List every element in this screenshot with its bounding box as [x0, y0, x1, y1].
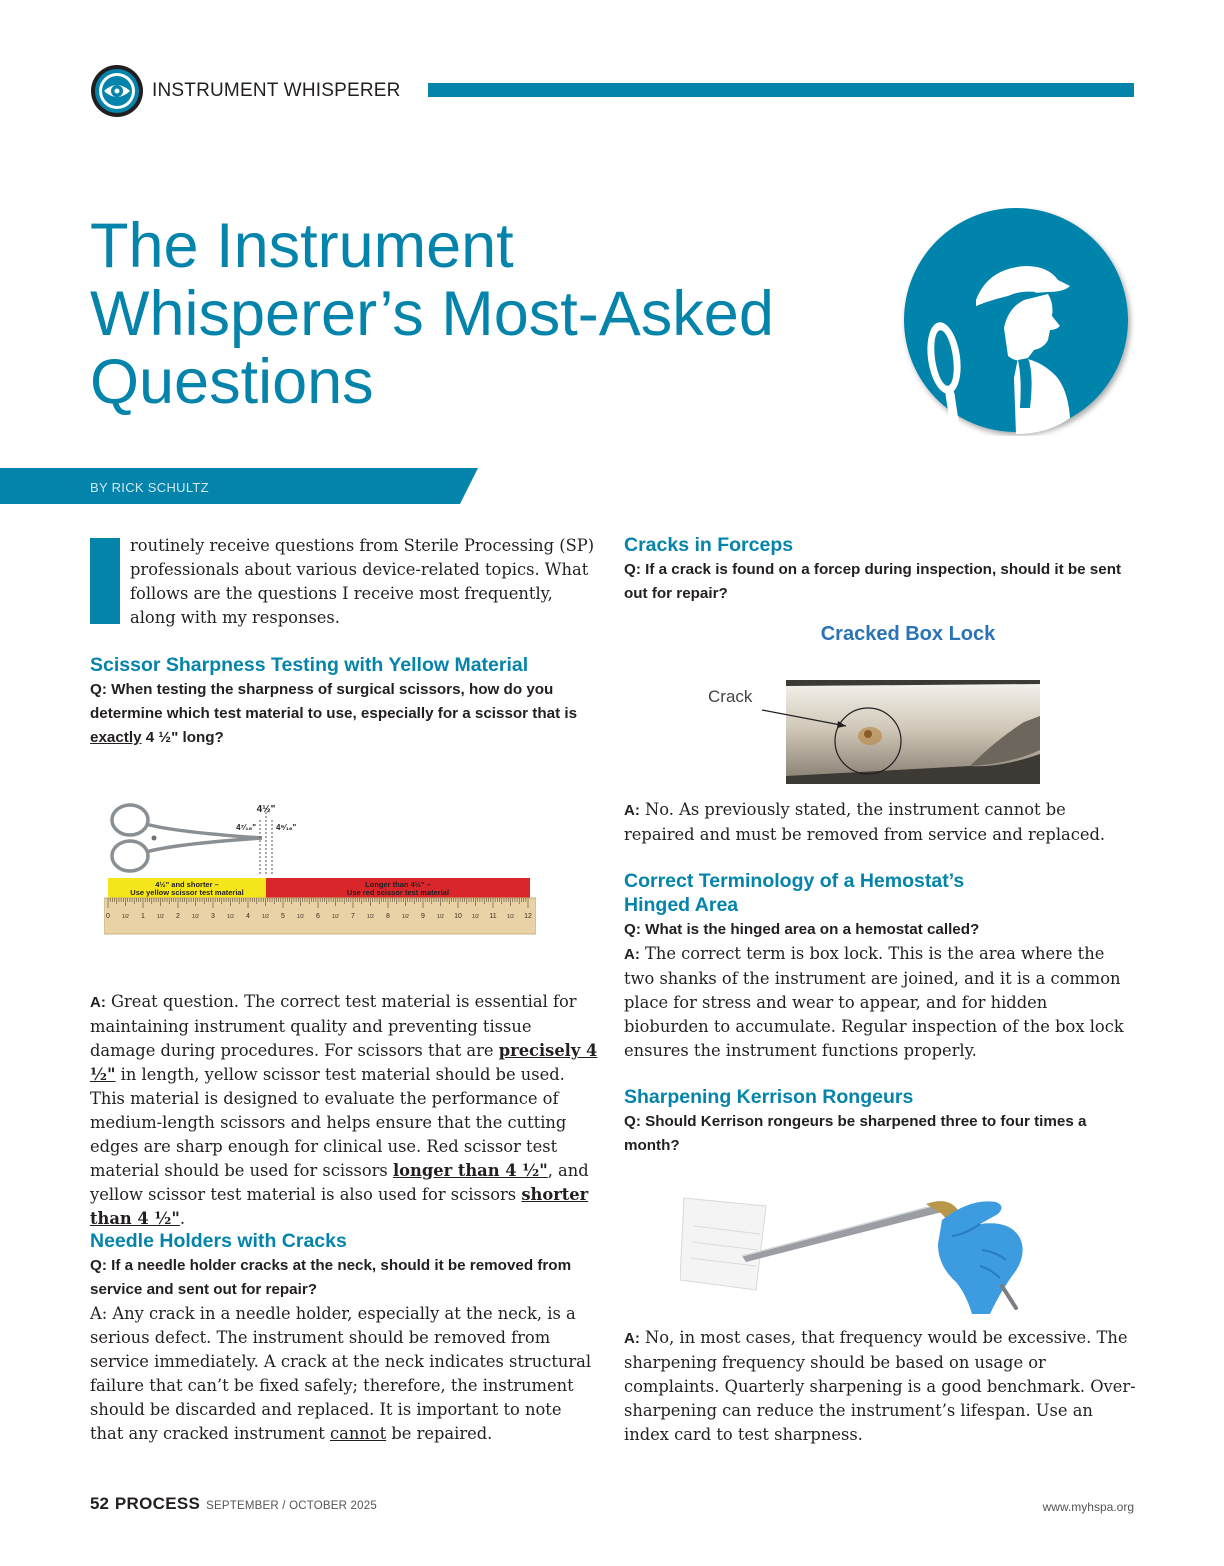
ruler-tick-label: 3	[211, 913, 215, 920]
question-text-end: 4 ½" long?	[145, 729, 224, 746]
ruler-tick-label: 1/2	[437, 914, 444, 920]
question-label: Q:	[90, 1257, 107, 1274]
magazine-name: PROCESS	[114, 1494, 201, 1513]
ruler-tick-label: 2	[176, 913, 180, 920]
heading-hemostat-line2: Hinged Area	[624, 894, 739, 916]
ruler-tick-label: 1/2	[507, 914, 514, 920]
answer-text: No. As previously stated, the instrument cannot be repaired and must be removed from service and replaced.	[624, 800, 1106, 844]
ruler-tick-label: 6	[316, 913, 320, 920]
answer-emphasis-3: shorter than 4 ½"	[90, 1185, 589, 1228]
ruler-right-label: 4⁹⁄₁₆"	[276, 823, 297, 832]
ruler-tick-label: 7	[351, 913, 355, 920]
ruler-tick-label: 4	[246, 913, 250, 920]
heading-scissor: Scissor Sharpness Testing with Yellow Material	[90, 654, 529, 676]
yellow-band-line2: Use yellow scissor test material	[130, 888, 244, 897]
question-kerrison	[624, 1110, 1124, 1158]
intro-paragraph: routinely receive questions from Sterile Processing (SP) professionals about various device-related topics. What follows are the questions I receive most frequently, along with my responses.	[130, 536, 595, 627]
ruler-tick-label: 0	[106, 913, 110, 920]
page-number: 52	[90, 1494, 109, 1513]
answer-text-4: .	[179, 1209, 186, 1228]
footer-left	[90, 1494, 377, 1514]
header-rule	[428, 83, 1134, 97]
kerrison-rongeur-figure	[680, 1190, 1050, 1320]
question-scissor	[90, 678, 610, 750]
red-band-line1: Longer than 4½" –	[365, 880, 431, 889]
page-title	[90, 212, 890, 416]
ruler-tick-label: 10	[454, 913, 462, 920]
answer-needle	[90, 1302, 595, 1446]
answer-kerrison	[624, 1326, 1136, 1447]
ruler-tick-label: 9	[421, 913, 425, 920]
ruler-tick-label: 1/2	[332, 914, 339, 920]
detective-emblem-icon	[898, 208, 1134, 436]
ruler-tick-label: 1/2	[367, 914, 374, 920]
byline-banner	[0, 468, 478, 504]
yellow-band-line1: 4½" and shorter –	[155, 880, 219, 889]
question-forceps	[624, 558, 1136, 606]
answer-text: The correct term is box lock. This is the area where the two shanks of the instrument are joined, and it is a common place for stress and wear to appear, and for hidden bioburden to accumulate. Regular inspection of the box lock ensures the instrument functions properly.	[624, 944, 1124, 1060]
ruler-tick-label: 1/2	[192, 914, 199, 920]
question-label: Q:	[624, 1113, 641, 1130]
question-text: When testing the sharpness of surgical scissors, how do you determine which test material to use, especially for a scissor that is	[90, 681, 578, 722]
ruler-tick-label: 1/2	[262, 914, 269, 920]
question-text: If a needle holder cracks at the neck, should it be removed from service and sent out for repair?	[90, 1257, 572, 1298]
answer-text-2: in length, yellow scissor test material should be used. This material is designed to evaluate the performance of medium-length scissors and helps ensure that the cutting edges are sharp enough for clinical use. Red scissor test material should be used for scissors	[90, 1065, 567, 1180]
ruler-top-label: 4½"	[256, 804, 276, 815]
drop-cap	[90, 538, 120, 624]
ruler-tick-label: 1/2	[297, 914, 304, 920]
ruler-tick-label: 1/2	[122, 914, 129, 920]
answer-text-1: A: Any crack in a needle holder, especially at the neck, is a serious defect. The instrument should be removed from service immediately. A crack at the neck indicates structural failure that can’t be fixed safely; therefore, the instrument should be discarded and replaced. It is important to note that any cracked instrument	[90, 1304, 592, 1443]
answer-text-1: Great question. The correct test material is essential for maintaining instrument quality and preventing tissue damage during procedures. For scissors that are	[90, 992, 577, 1060]
answer-text: No, in most cases, that frequency would be excessive. The sharpening frequency should be based on usage or complaints. Quarterly sharpening is a good benchmark. Over-sharpening can reduce the instrument’s lifespan. Use an index card to test sharpness.	[624, 1328, 1136, 1444]
answer-emphasis-1: precisely 4 ½"	[90, 1041, 598, 1084]
answer-scissor	[90, 990, 602, 1231]
ruler-tick-label: 1	[141, 913, 145, 920]
answer-forceps	[624, 798, 1136, 847]
ruler-tick-label: 1/2	[472, 914, 479, 920]
title-line-3: Questions	[90, 347, 374, 417]
answer-text-3: , and yellow scissor test material is also used for scissors	[90, 1161, 589, 1204]
question-text: If a crack is found on a forcep during inspection, should it be sent out for repair?	[624, 561, 1122, 602]
title-line-1: The Instrument	[90, 211, 514, 281]
ruler-tick-label: 1/2	[157, 914, 164, 920]
ruler-tick-label: 5	[281, 913, 285, 920]
title-line-2: Whisperer’s Most-Asked	[90, 279, 774, 349]
scissor-ruler-figure	[104, 798, 536, 936]
heading-forceps: Cracks in Forceps	[624, 534, 794, 556]
ruler-tick-label: 1/2	[227, 914, 234, 920]
question-needle	[90, 1254, 590, 1302]
heading-hemostat-line1: Correct Terminology of a Hemostat’s	[624, 870, 965, 892]
heading-kerrison: Sharpening Kerrison Rongeurs	[624, 1086, 914, 1108]
answer-emphasis-2: longer than 4 ½"	[392, 1161, 548, 1180]
question-hemostat	[624, 918, 1136, 942]
heading-needle: Needle Holders with Cracks	[90, 1230, 347, 1252]
ruler-tick-label: 8	[386, 913, 390, 920]
index-card	[680, 1198, 766, 1290]
byline: BY RICK SCHULTZ	[90, 480, 209, 495]
section-label: INSTRUMENT WHISPERER	[152, 80, 401, 101]
answer-label: A:	[90, 994, 106, 1011]
answer-label: A:	[624, 802, 640, 819]
answer-hemostat	[624, 942, 1136, 1063]
ruler-left-label: 4⁷⁄₁₆"	[236, 823, 256, 832]
answer-text-2: be repaired.	[391, 1424, 493, 1443]
question-label: Q:	[624, 921, 641, 938]
red-band-line2: Use red scissor test material	[346, 888, 450, 897]
answer-label: A:	[624, 1330, 640, 1347]
crack-label: Crack	[708, 687, 753, 706]
ruler-tick-label: 12	[524, 913, 532, 920]
cracked-box-lock-figure	[700, 616, 1044, 788]
answer-emphasis: cannot	[330, 1424, 387, 1443]
rongeur-shaft	[742, 1206, 942, 1262]
question-label: Q:	[90, 681, 107, 698]
ruler-tick-label: 11	[489, 913, 497, 920]
question-text: Should Kerrison rongeurs be sharpened three to four times a month?	[624, 1113, 1087, 1154]
figure-title: Cracked Box Lock	[820, 623, 996, 645]
question-label: Q:	[624, 561, 641, 578]
footer-url: www.myhspa.org	[1042, 1500, 1134, 1514]
question-text: What is the hinged area on a hemostat called?	[645, 921, 980, 938]
issue-date: SEPTEMBER / OCTOBER 2025	[206, 1500, 377, 1512]
ruler-tick-label: 1/2	[402, 914, 409, 920]
answer-label: A:	[624, 946, 640, 963]
eye-icon	[90, 64, 144, 118]
scissors-icon	[112, 805, 262, 871]
question-emphasis: exactly	[90, 729, 142, 746]
